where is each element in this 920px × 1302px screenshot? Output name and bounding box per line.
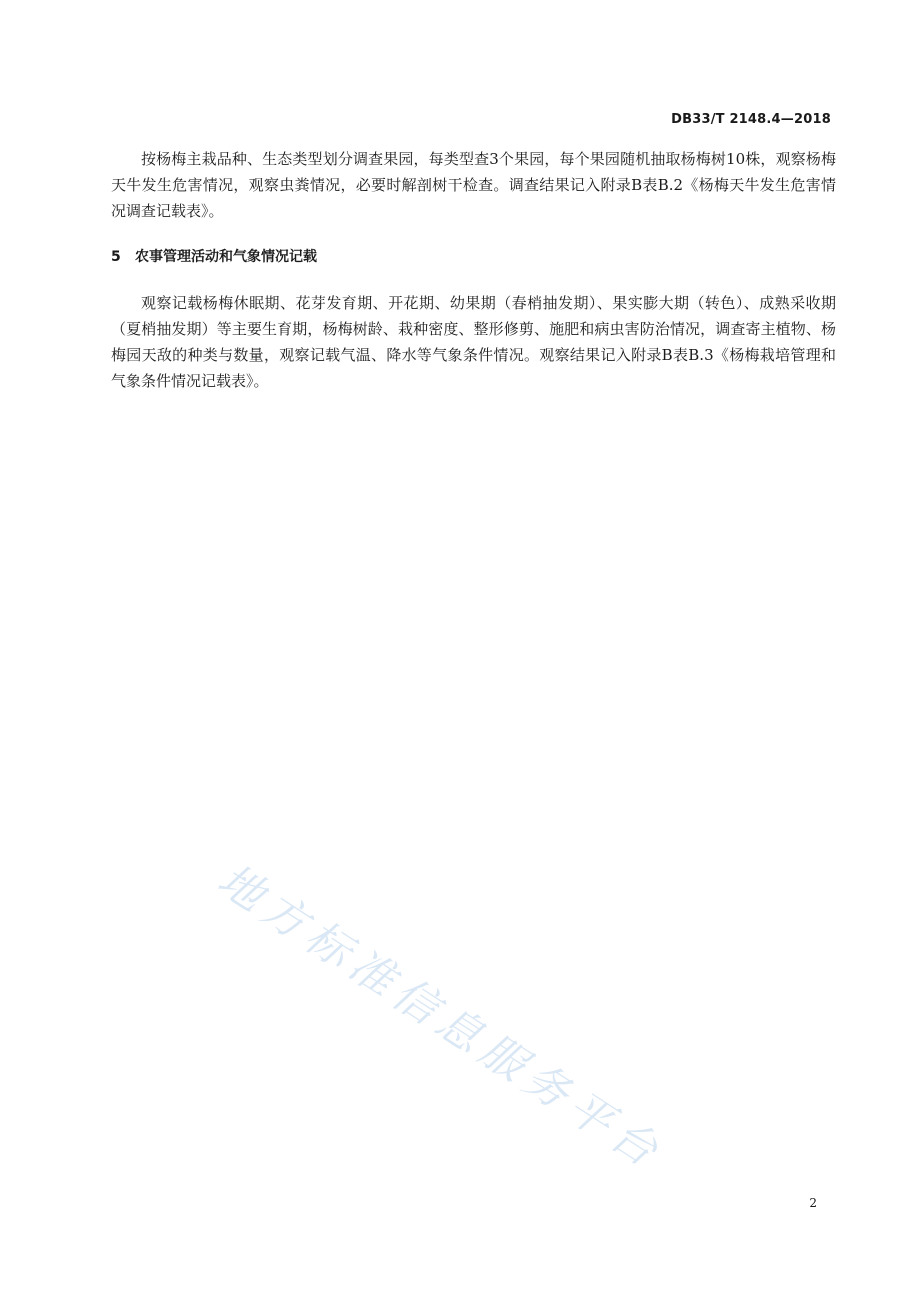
- watermark: 地方标准信息服务平台: [208, 854, 673, 1181]
- document-code: DB33/T 2148.4—2018: [671, 112, 831, 127]
- section-heading-5: [111, 246, 317, 268]
- section-title: 农事管理活动和气象情况记载: [135, 249, 317, 265]
- page-number: 2: [809, 1196, 817, 1210]
- section-number: 5: [111, 249, 121, 265]
- body-paragraph-2: 观察记载杨梅休眠期、花芽发育期、开花期、幼果期（春梢抽发期）、果实膨大期（转色）、成熟采收期（夏梢抽发期）等主要生育期，杨梅树龄、栽种密度、整形修剪、施肥和病虫害防治情况，调查寄主植物、杨梅园天敌的种类与数量，观察记载气温、降水等气象条件情况。观察结果记入附录B表B.3《杨梅栽培管理和气象条件情况记载表》。: [111, 294, 836, 390]
- body-paragraph-1: 按杨梅主栽品种、生态类型划分调查果园，每类型查3个果园，每个果园随机抽取杨梅树10株，观察杨梅天牛发生危害情况，观察虫粪情况，必要时解剖树干检查。调查结果记入附录B表B.2《杨梅天牛发生危害情况调查记载表》。: [111, 150, 836, 220]
